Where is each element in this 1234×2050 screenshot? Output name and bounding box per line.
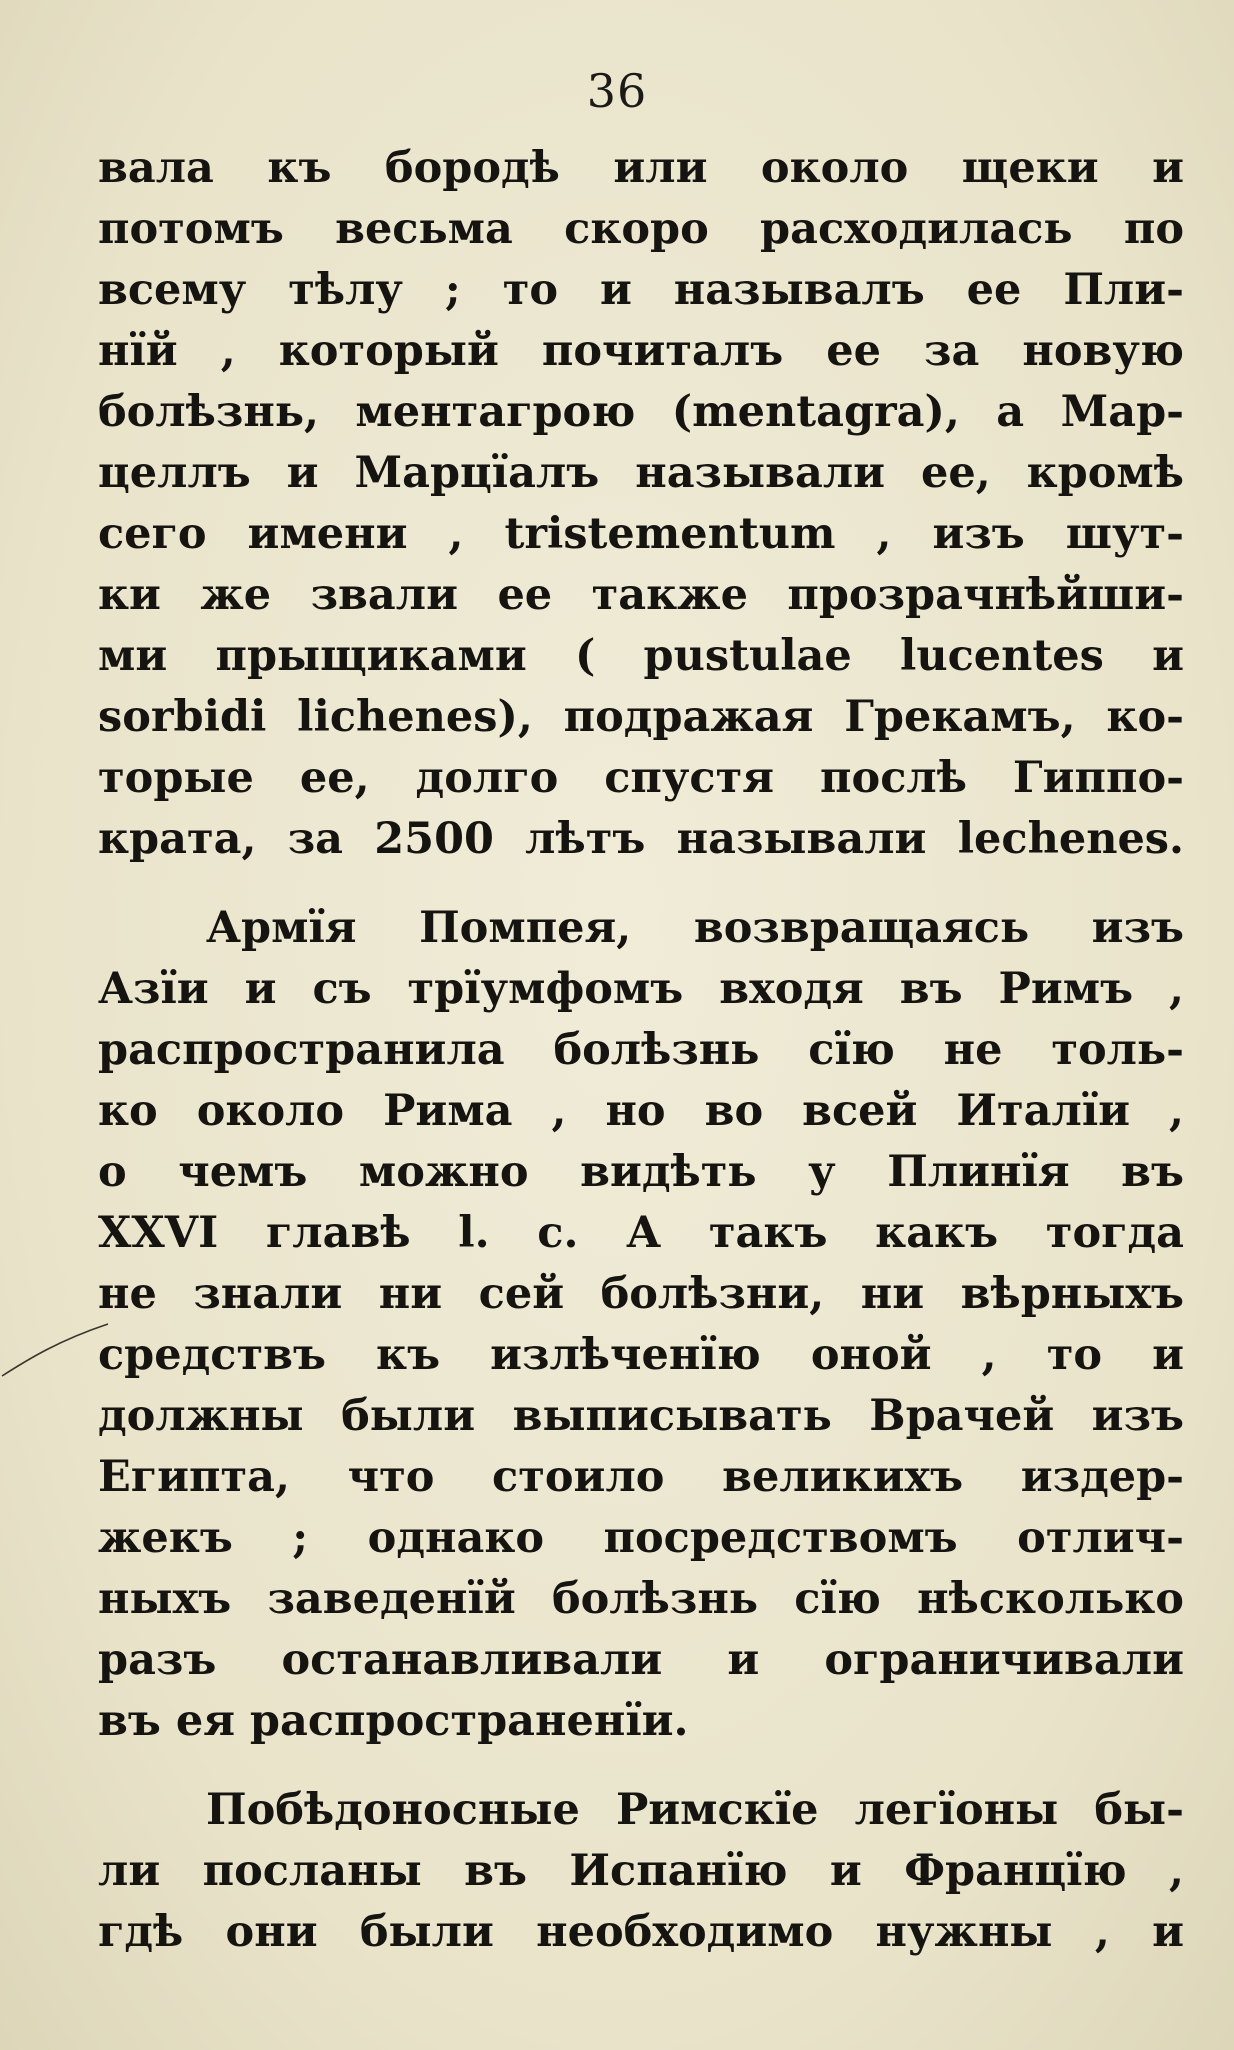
text-line: распространила болѣзнь сїю не толь- xyxy=(98,1025,1184,1075)
body-text xyxy=(98,138,1184,1963)
text-line: sorbidi lichenes), подражая Грекамъ, ко- xyxy=(98,692,1184,742)
text-line: всему тѣлу ; то и называлъ ее Пли- xyxy=(98,265,1184,315)
text-line: не знали ни сей болѣзни, ни вѣрныхъ xyxy=(98,1269,1184,1319)
paragraph-1 xyxy=(98,138,1184,870)
paragraph-2 xyxy=(98,898,1184,1752)
text-line: Азїи и съ трїумфомъ входя въ Римъ , xyxy=(98,964,1184,1014)
text-line: о чемъ можно видѣть у Плинїя въ xyxy=(98,1147,1184,1197)
text-line: жекъ ; однако посредствомъ отлич- xyxy=(98,1513,1184,1563)
text-line: крата, за 2500 лѣтъ называли lechenes. xyxy=(98,814,1184,864)
text-line: целлъ и Марцїалъ называли ее, кромѣ xyxy=(98,448,1184,498)
margin-pencil-mark xyxy=(0,1318,110,1378)
text-line: вала къ бородѣ или около щеки и xyxy=(98,143,1184,193)
text-line: должны были выписывать Врачей изъ xyxy=(98,1391,1184,1441)
text-line: ми прыщиками ( pustulae lucentes и xyxy=(98,631,1184,681)
text-line: потомъ весьма скоро расходилась по xyxy=(98,204,1184,254)
text-line: нїй , который почиталъ ее за новую xyxy=(98,326,1184,376)
text-line: торые ее, долго спустя послѣ Гиппо- xyxy=(98,753,1184,803)
text-line: Армїя Помпея, возвращаясь изъ xyxy=(206,903,1184,953)
text-line: ныхъ заведенїй болѣзнь сїю нѣсколько xyxy=(98,1574,1184,1624)
text-line: средствъ къ излѣченїю оной , то и xyxy=(98,1330,1184,1380)
text-line: болѣзнь, ментагрою (mentagra), а Мар- xyxy=(98,387,1184,437)
text-line: Побѣдоносные Римскїе легїоны бы- xyxy=(206,1785,1184,1835)
paragraph-3 xyxy=(98,1780,1184,1963)
text-line: гдѣ они были необходимо нужны , и xyxy=(98,1907,1184,1957)
text-line: ко около Рима , но во всей Италїи , xyxy=(98,1086,1184,1136)
text-line: XXVI главѣ l. c. А такъ какъ тогда xyxy=(98,1208,1184,1258)
text-line: сего имени , tristementum , изъ шут- xyxy=(98,509,1184,559)
text-line: Египта, что стоило великихъ издер- xyxy=(98,1452,1184,1502)
text-line: ли посланы въ Испанїю и Францїю , xyxy=(98,1846,1184,1896)
text-line: въ ея распространенїи. xyxy=(98,1696,689,1746)
page-number: 36 xyxy=(586,64,648,118)
text-line: ки же звали ее также прозрачнѣйши- xyxy=(98,570,1184,620)
text-line: разъ останавливали и ограничивали xyxy=(98,1635,1184,1685)
